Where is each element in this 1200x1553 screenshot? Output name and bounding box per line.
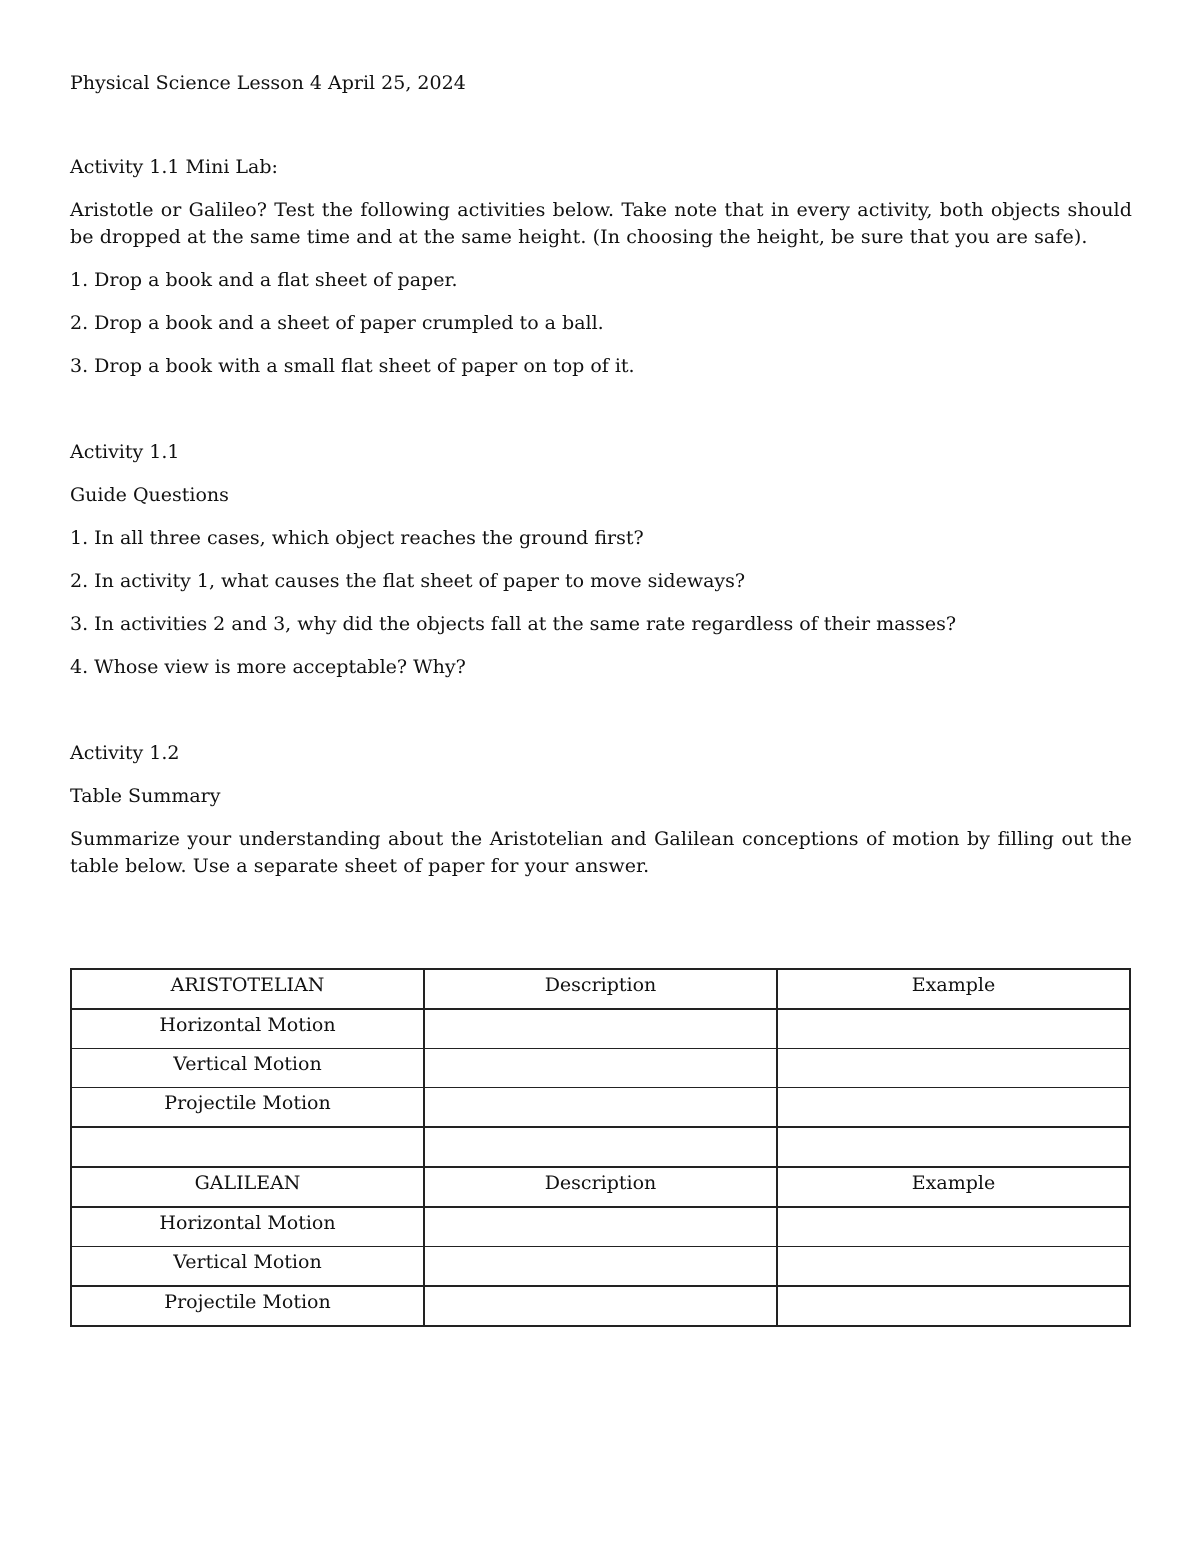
description-cell[interactable]	[424, 1088, 777, 1128]
motion-type-cell: Horizontal Motion	[71, 1009, 424, 1049]
motion-type-cell: Projectile Motion	[71, 1286, 424, 1326]
motion-type-cell: Projectile Motion	[71, 1088, 424, 1128]
mini-lab-step-2: 2. Drop a book and a sheet of paper crumpled to a ball.	[70, 312, 604, 334]
example-header-cell: Example	[777, 969, 1130, 1009]
example-cell[interactable]	[777, 1009, 1130, 1049]
empty-cell	[777, 1127, 1130, 1167]
description-header-cell: Description	[424, 969, 777, 1009]
example-cell[interactable]	[777, 1247, 1130, 1287]
description-cell[interactable]	[424, 1247, 777, 1287]
document-page	[70, 70, 1132, 880]
description-cell[interactable]	[424, 1009, 777, 1049]
table-row	[71, 1207, 1130, 1247]
example-cell[interactable]	[777, 1088, 1130, 1128]
table-row-empty	[71, 1127, 1130, 1167]
activity-1-1-mini-lab-intro: Aristotle or Galileo? Test the following activities below. Take note that in every activity, both objects should be dropped at the same time and at the same height. (In choosing the height, be sure that you are safe).	[70, 199, 1132, 248]
activity-1-2-instructions: Summarize your understanding about the Aristotelian and Galilean conceptions of motion by filling out the table below. Use a separate sheet of paper for your answer.	[70, 828, 1132, 877]
mini-lab-step-3: 3. Drop a book with a small flat sheet of paper on top of it.	[70, 355, 635, 377]
example-cell[interactable]	[777, 1286, 1130, 1326]
description-cell[interactable]	[424, 1207, 777, 1247]
aristotelian-header-cell: ARISTOTELIAN	[71, 969, 424, 1009]
example-cell[interactable]	[777, 1207, 1130, 1247]
guide-question-1: 1. In all three cases, which object reaches the ground first?	[70, 527, 644, 549]
description-cell[interactable]	[424, 1049, 777, 1088]
mini-lab-step-1: 1. Drop a book and a flat sheet of paper.	[70, 269, 458, 291]
description-cell[interactable]	[424, 1286, 777, 1326]
example-header-cell: Example	[777, 1167, 1130, 1207]
description-header-cell: Description	[424, 1167, 777, 1207]
empty-cell	[71, 1127, 424, 1167]
activity-1-1-title: Activity 1.1	[70, 441, 180, 463]
activity-1-2-title: Activity 1.2	[70, 742, 180, 764]
activity-1-1-subtitle: Guide Questions	[70, 484, 229, 506]
document-header: Physical Science Lesson 4 April 25, 2024	[70, 72, 466, 94]
motion-type-cell: Vertical Motion	[71, 1247, 424, 1287]
table-row	[71, 1009, 1130, 1049]
activity-1-2-subtitle: Table Summary	[70, 785, 221, 807]
table-row	[71, 1247, 1130, 1287]
table-row	[71, 1088, 1130, 1128]
table-row	[71, 1049, 1130, 1088]
table-row	[71, 969, 1130, 1009]
motion-type-cell: Vertical Motion	[71, 1049, 424, 1088]
galilean-header-cell: GALILEAN	[71, 1167, 424, 1207]
guide-question-4: 4. Whose view is more acceptable? Why?	[70, 656, 466, 678]
example-cell[interactable]	[777, 1049, 1130, 1088]
table-row	[71, 1167, 1130, 1207]
empty-cell	[424, 1127, 777, 1167]
table-row	[71, 1286, 1130, 1326]
motion-type-cell: Horizontal Motion	[71, 1207, 424, 1247]
guide-question-3: 3. In activities 2 and 3, why did the objects fall at the same rate regardless of their masses?	[70, 613, 957, 635]
guide-question-2: 2. In activity 1, what causes the flat sheet of paper to move sideways?	[70, 570, 746, 592]
activity-1-1-mini-lab-title: Activity 1.1 Mini Lab:	[70, 156, 278, 178]
motion-summary-table	[70, 968, 1131, 1327]
